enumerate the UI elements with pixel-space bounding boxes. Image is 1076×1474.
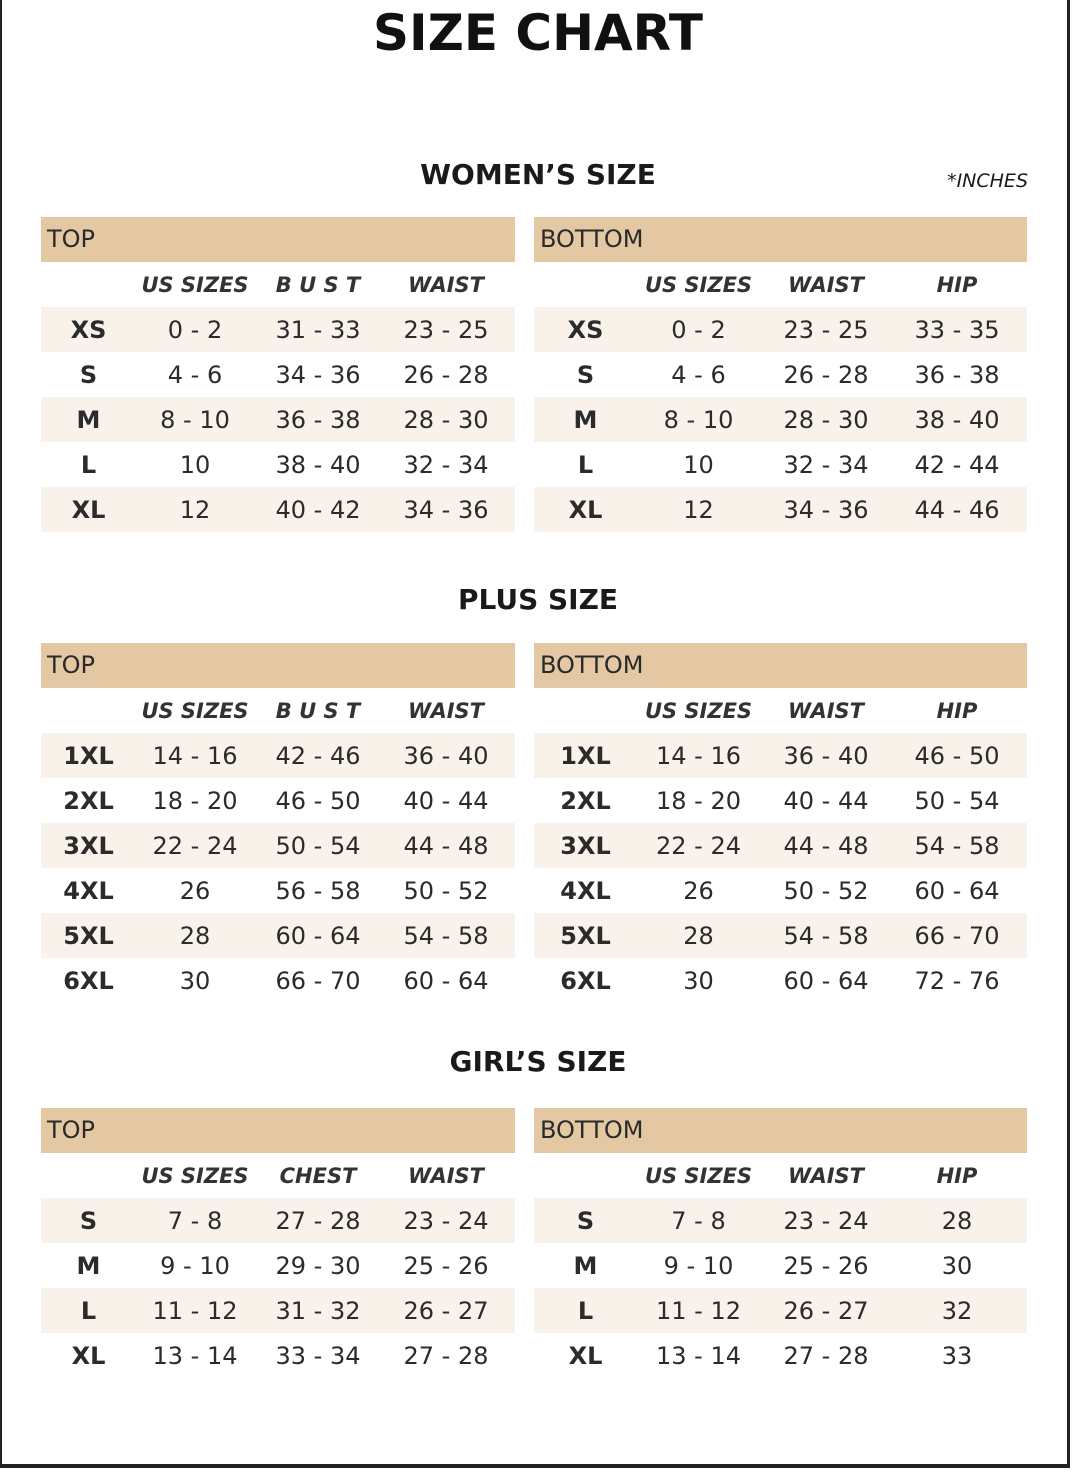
top-header: TOP	[41, 1108, 515, 1153]
size-label: 1XL	[63, 741, 114, 770]
size-value: 60 - 64	[403, 966, 489, 995]
size-value: 8 - 10	[663, 405, 734, 434]
size-label: M	[76, 1251, 101, 1280]
column-header: US SIZES	[141, 698, 249, 723]
size-value: 36 - 40	[403, 741, 489, 770]
table-row	[41, 958, 515, 1003]
table-row	[41, 1333, 515, 1378]
size-label: S	[576, 1206, 595, 1235]
column-header: WAIST	[408, 1163, 484, 1188]
size-value: 44 - 48	[783, 831, 869, 860]
size-label: XL	[568, 1341, 603, 1370]
size-value: 38 - 40	[275, 450, 361, 479]
girls-top-table	[41, 1108, 515, 1378]
size-value: 50 - 52	[783, 876, 869, 905]
page-title: SIZE CHART	[372, 4, 704, 62]
size-label: 1XL	[560, 741, 611, 770]
size-value: 28	[683, 921, 714, 950]
size-label: M	[76, 405, 101, 434]
bottom-header: BOTTOM	[534, 1108, 1027, 1153]
size-value: 12	[179, 495, 211, 524]
table-row	[41, 487, 515, 532]
girls-bottom-table	[534, 1108, 1027, 1378]
size-value: 34 - 36	[783, 495, 869, 524]
size-value: 23 - 25	[403, 315, 489, 344]
table-row	[41, 868, 515, 913]
column-header: WAIST	[788, 1163, 864, 1188]
size-value: 27 - 28	[783, 1341, 869, 1370]
size-value: 42 - 46	[275, 741, 361, 770]
size-value: 23 - 24	[783, 1206, 869, 1235]
column-header: HIP	[936, 1163, 978, 1188]
table-row	[534, 352, 1027, 397]
size-value: 0 - 2	[167, 315, 223, 344]
size-label: XL	[568, 495, 603, 524]
bottom-header: BOTTOM	[534, 643, 1027, 688]
size-label: 3XL	[560, 831, 611, 860]
size-value: 27 - 28	[403, 1341, 489, 1370]
size-label: L	[577, 1296, 594, 1325]
table-row	[534, 1243, 1027, 1288]
size-label: S	[576, 360, 595, 389]
table-row	[534, 307, 1027, 352]
size-value: 34 - 36	[403, 495, 489, 524]
top-header: TOP	[41, 217, 515, 262]
size-value: 60 - 64	[275, 921, 361, 950]
column-header: US SIZES	[644, 698, 753, 723]
column-header-row	[41, 688, 515, 733]
size-value: 29 - 30	[275, 1251, 361, 1280]
table-row	[534, 1198, 1027, 1243]
size-label: 4XL	[63, 876, 114, 905]
size-value: 18 - 20	[656, 786, 741, 815]
plus-top-table	[41, 643, 515, 1003]
column-header: US SIZES	[141, 1163, 249, 1188]
size-value: 23 - 24	[403, 1206, 489, 1235]
size-label: 6XL	[63, 966, 114, 995]
size-value: 30	[179, 966, 211, 995]
size-value: 60 - 64	[783, 966, 869, 995]
size-value: 36 - 38	[914, 360, 1000, 389]
size-label: L	[577, 450, 594, 479]
size-value: 60 - 64	[914, 876, 1000, 905]
size-value: 44 - 48	[403, 831, 489, 860]
size-label: 5XL	[63, 921, 114, 950]
column-header: B U S T	[275, 698, 361, 723]
size-value: 33 - 35	[914, 315, 1000, 344]
size-label: XL	[71, 495, 106, 524]
size-value: 36 - 38	[275, 405, 361, 434]
size-value: 30	[941, 1251, 973, 1280]
table-row	[534, 487, 1027, 532]
table-row	[534, 823, 1027, 868]
size-value: 22 - 24	[656, 831, 741, 860]
size-value: 72 - 76	[914, 966, 1000, 995]
table-row	[41, 823, 515, 868]
size-value: 40 - 44	[783, 786, 869, 815]
table-row	[534, 397, 1027, 442]
size-value: 13 - 14	[656, 1341, 741, 1370]
size-value: 54 - 58	[783, 921, 869, 950]
column-header-row	[534, 1153, 1027, 1198]
size-value: 11 - 12	[152, 1296, 238, 1325]
size-label: S	[79, 360, 98, 389]
table-row	[534, 868, 1027, 913]
size-value: 9 - 10	[160, 1251, 230, 1280]
size-value: 42 - 44	[914, 450, 1000, 479]
size-value: 10	[683, 450, 714, 479]
table-row	[41, 352, 515, 397]
column-header: US SIZES	[141, 272, 249, 297]
size-label: XS	[567, 315, 604, 344]
size-value: 50 - 52	[403, 876, 489, 905]
size-value: 28 - 30	[403, 405, 489, 434]
size-value: 28	[179, 921, 211, 950]
size-value: 44 - 46	[914, 495, 1000, 524]
size-value: 32 - 34	[403, 450, 489, 479]
size-value: 14 - 16	[152, 741, 238, 770]
top-header: TOP	[41, 643, 515, 688]
size-value: 26 - 28	[783, 360, 869, 389]
size-value: 46 - 50	[275, 786, 361, 815]
size-value: 4 - 6	[671, 360, 726, 389]
column-header: WAIST	[408, 272, 484, 297]
size-value: 38 - 40	[914, 405, 1000, 434]
size-value: 28	[941, 1206, 973, 1235]
column-header: US SIZES	[644, 1163, 753, 1188]
size-label: 4XL	[560, 876, 611, 905]
size-value: 9 - 10	[663, 1251, 734, 1280]
womens-bottom-table	[534, 217, 1027, 532]
size-value: 12	[683, 495, 714, 524]
size-value: 33 - 34	[275, 1341, 361, 1370]
size-value: 25 - 26	[783, 1251, 869, 1280]
size-value: 34 - 36	[275, 360, 361, 389]
column-header: B U S T	[275, 272, 361, 297]
size-value: 22 - 24	[152, 831, 238, 860]
size-value: 54 - 58	[914, 831, 1000, 860]
table-row	[41, 442, 515, 487]
size-value: 26 - 27	[783, 1296, 869, 1325]
size-value: 0 - 2	[671, 315, 726, 344]
size-value: 66 - 70	[914, 921, 1000, 950]
size-label: L	[80, 450, 97, 479]
size-value: 66 - 70	[275, 966, 361, 995]
column-header: CHEST	[279, 1163, 357, 1188]
womens-top-table	[41, 217, 515, 532]
column-header: WAIST	[408, 698, 484, 723]
size-value: 32 - 34	[783, 450, 869, 479]
size-value: 30	[683, 966, 714, 995]
size-value: 40 - 44	[403, 786, 489, 815]
column-header-row	[534, 262, 1027, 307]
column-header-row	[534, 688, 1027, 733]
table-row	[41, 1288, 515, 1333]
size-value: 11 - 12	[656, 1296, 741, 1325]
section-title-plus: PLUS SIZE	[457, 583, 619, 616]
section-title-womens: WOMEN’S SIZE	[420, 158, 656, 191]
size-value: 26	[179, 876, 211, 905]
table-row	[534, 442, 1027, 487]
size-value: 50 - 54	[275, 831, 361, 860]
size-value: 46 - 50	[914, 741, 1000, 770]
size-value: 18 - 20	[152, 786, 238, 815]
size-value: 28 - 30	[783, 405, 869, 434]
column-header: HIP	[936, 272, 978, 297]
size-value: 32	[941, 1296, 973, 1325]
size-value: 31 - 32	[275, 1296, 361, 1325]
size-value: 7 - 8	[167, 1206, 223, 1235]
table-row	[41, 1243, 515, 1288]
size-value: 26 - 27	[403, 1296, 489, 1325]
table-row	[534, 733, 1027, 778]
size-value: 10	[179, 450, 211, 479]
size-value: 31 - 33	[275, 315, 361, 344]
size-value: 13 - 14	[152, 1341, 238, 1370]
table-row	[41, 397, 515, 442]
column-header: HIP	[936, 698, 978, 723]
table-row	[41, 307, 515, 352]
size-value: 50 - 54	[914, 786, 1000, 815]
size-value: 25 - 26	[403, 1251, 489, 1280]
table-row	[534, 1333, 1027, 1378]
size-label: L	[80, 1296, 97, 1325]
column-header: US SIZES	[644, 272, 753, 297]
size-value: 40 - 42	[275, 495, 361, 524]
size-label: 5XL	[560, 921, 611, 950]
units-note: *INCHES	[947, 170, 1028, 192]
section-title-girls: GIRL’S SIZE	[449, 1045, 627, 1078]
size-value: 26	[683, 876, 714, 905]
size-label: 2XL	[560, 786, 611, 815]
table-row	[41, 913, 515, 958]
table-row	[41, 1198, 515, 1243]
size-value: 27 - 28	[275, 1206, 361, 1235]
size-label: XL	[71, 1341, 106, 1370]
size-value: 7 - 8	[671, 1206, 726, 1235]
size-value: 14 - 16	[656, 741, 741, 770]
table-row	[534, 778, 1027, 823]
size-label: 6XL	[560, 966, 611, 995]
size-value: 36 - 40	[783, 741, 869, 770]
size-value: 23 - 25	[783, 315, 869, 344]
table-row	[41, 778, 515, 823]
column-header-row	[41, 262, 515, 307]
table-row	[534, 913, 1027, 958]
table-row	[41, 733, 515, 778]
size-value: 33	[941, 1341, 973, 1370]
table-row	[534, 1288, 1027, 1333]
size-value: 8 - 10	[160, 405, 230, 434]
column-header: WAIST	[788, 698, 864, 723]
size-value: 26 - 28	[403, 360, 489, 389]
size-value: 4 - 6	[167, 360, 223, 389]
size-label: S	[79, 1206, 98, 1235]
column-header: WAIST	[788, 272, 864, 297]
size-label: XS	[70, 315, 107, 344]
bottom-header: BOTTOM	[534, 217, 1027, 262]
size-label: M	[573, 405, 598, 434]
size-label: 3XL	[63, 831, 114, 860]
plus-bottom-table	[534, 643, 1027, 1003]
size-label: 2XL	[63, 786, 114, 815]
table-row	[534, 958, 1027, 1003]
size-value: 54 - 58	[403, 921, 489, 950]
size-value: 56 - 58	[275, 876, 361, 905]
column-header-row	[41, 1153, 515, 1198]
size-label: M	[573, 1251, 598, 1280]
